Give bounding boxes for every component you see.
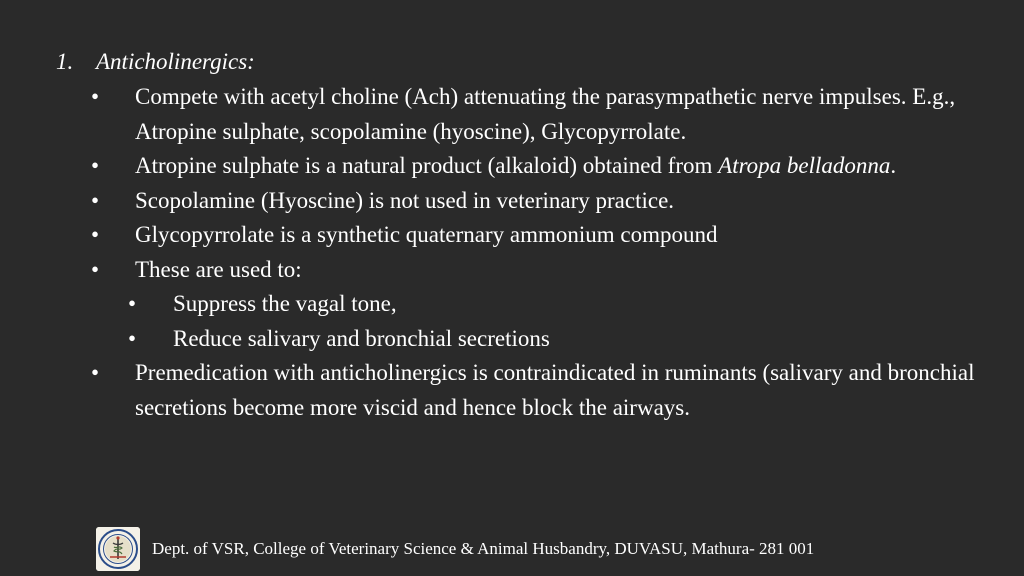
footer [96, 527, 996, 571]
section-title: Anticholinergics: [96, 49, 255, 74]
bullet-text: Scopolamine (Hyoscine) is not used in veterinary practice. [135, 187, 675, 213]
footer-text: Dept. of VSR, College of Veterinary Science & Animal Husbandry, DUVASU, Mathura- 281 001 [152, 539, 815, 558]
bullet-dot: • [128, 291, 137, 316]
bullet-item [0, 149, 1024, 184]
bullet-dot: • [91, 84, 100, 109]
section-number: 1. [56, 49, 74, 74]
species-name: Atropa belladonna [718, 153, 891, 178]
bullet-list [0, 80, 1024, 425]
bullet-dot: • [128, 325, 137, 351]
bullet-item [0, 184, 1024, 219]
bullet-dot: • [91, 153, 100, 178]
bullet-text [135, 149, 985, 184]
bullet-item [0, 80, 1024, 149]
bullet-dot: • [91, 256, 100, 282]
bullet-text: Premedication with anticholinergics is contraindicated in ruminants (salivary and bronchial secretions become more viscid and hence block the airways. [135, 360, 975, 420]
bullet-text-prefix: Atropine sulphate is a natural product (alkaloid) obtained from [135, 153, 719, 178]
sub-bullet-text: Suppress the vagal tone, [173, 291, 397, 316]
sub-bullet-item [0, 287, 1024, 322]
bullet-text: Compete with acetyl choline (Ach) attenuating the parasympathetic nerve impulses. E.g., Atropine sulphate, scopolamine (hyoscine), Glycopyrrolate. [135, 84, 956, 144]
bullet-dot: • [91, 222, 100, 247]
university-seal-icon [96, 527, 140, 571]
sub-bullet-text: Reduce salivary and bronchial secretions [173, 325, 550, 351]
bullet-text: These are used to: [135, 256, 302, 282]
bullet-text: Glycopyrrolate is a synthetic quaternary ammonium compound [135, 222, 718, 247]
bullet-item [0, 218, 1024, 253]
bullet-dot: • [91, 360, 100, 385]
bullet-dot: • [91, 187, 100, 213]
sub-bullet-item [0, 322, 1024, 357]
bullet-item [0, 253, 1024, 288]
bullet-text-suffix: . [890, 153, 897, 178]
section-heading [56, 47, 255, 77]
bullet-item [0, 356, 1024, 425]
